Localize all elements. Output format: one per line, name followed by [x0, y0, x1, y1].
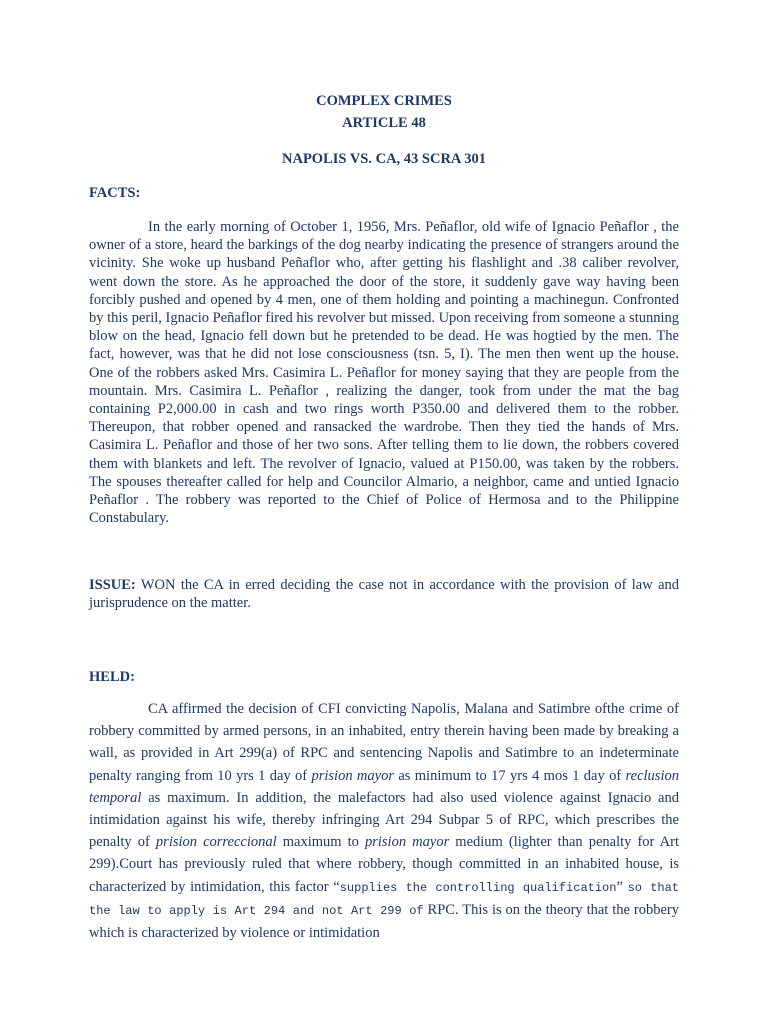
held-italic-prision-mayor-2: prision mayor [364, 834, 450, 851]
held-italic-prision-mayor: prision mayor [311, 767, 394, 784]
held-text-4: maximum to [276, 834, 365, 851]
held-text-5: medium (lighter than penalty for Art 299).Court has previously ruled that where robbery, though committed in an inhabited house, is characterized by intimidation, this factor “ [89, 834, 679, 895]
document-title-line1: COMPLEX CRIMES [316, 93, 452, 109]
held-text-7: RPC. This is on the theory that the robbery which is characterized by violence or intimidation [89, 901, 679, 942]
issue-label: ISSUE: [89, 577, 136, 593]
held-heading: HELD: [89, 669, 135, 685]
held-italic-prision-correccional: prision correccional [155, 834, 277, 851]
facts-paragraph [89, 218, 679, 527]
held-italic-reclusion-temporal: reclusion temporal [89, 767, 679, 806]
case-title: NAPOLIS VS. CA, 43 SCRA 301 [282, 151, 486, 167]
facts-heading: FACTS: [89, 185, 141, 201]
held-text-3: as maximum. In addition, the malefactors had also used violence against Ignacio and intimidation against his wife, thereby infringing Art 294 Subpar 5 of RPC, which prescribes the penalty of [89, 789, 679, 851]
document-title-line2: ARTICLE 48 [342, 115, 426, 131]
held-text-1: CA affirmed the decision of CFI convicting Napolis, Malana and Satimbre ofthe crime of robbery committed by armed persons, in an inhabited, entry therein having been made by breaking a wall, as provided in Art 299(a) of RPC and sentencing Napolis and Satimbre to an indeterminate penalty ranging from 10 yrs 1 day of [89, 701, 679, 784]
issue-text: WON the CA in erred deciding the case not in accordance with the provision of law and jurisprudence on the matter. [89, 577, 679, 612]
held-text-6: ” [616, 878, 628, 895]
facts-text: In the early morning of October 1, 1956, Mrs. Peñaflor, old wife of Ignacio Peñaflor , the owner of a store, heard the barkings of the dog nearby indicating the presence of strangers around the vicinity. She woke up husband Peñaflor who, after getting his flashlight and .38 caliber revolver, went down the store. As he approached the door of the store, it suddenly gave way having been forcibly pushed and opened by 4 men, one of them holding and pointing a machinegun. Confronted by this peril, Ignacio Peñaflor fired his revolver but missed. Upon receiving from someone a stunning blow on the head, Ignacio fell down but he pretended to be dead. He was hogtied by the men. The fact, however, was that he did not lose consciousness (tsn. 5, I). The men then went up the house. One of the robbers asked Mrs. Casimira L. Peñaflor for money saying that they are people from the mountain. Mrs. Casimira L. Peñaflor , realizing the danger, took from under the mat the bag containing P2,000.00 in cash and two rings worth P350.00 and delivered them to the robber. Thereupon, that robber opened and ransacked the wardrobe. Then they tied the hands of Mrs. Casimira L. Peñaflor and those of her two sons. After telling them to lie down, the robbers covered them with blankets and left. The revolver of Ignacio, valued at P150.00, was taken by the robbers. The spouses thereafter called for help and Councilor Almario, a neighbor, came and untied Ignacio Peñaflor . The robbery was reported to the Chief of Police of Hermosa and to the Philippine Constabulary. [89, 219, 679, 527]
held-quote-mono: supplies the controlling qualification [339, 880, 617, 895]
issue-paragraph [89, 576, 679, 612]
held-text-2: as minimum to 17 yrs 4 mos 1 day of [393, 767, 626, 784]
held-mono-text: so that the law to apply is Art 294 and not Art 299 of [89, 880, 679, 918]
held-paragraph [89, 698, 679, 944]
